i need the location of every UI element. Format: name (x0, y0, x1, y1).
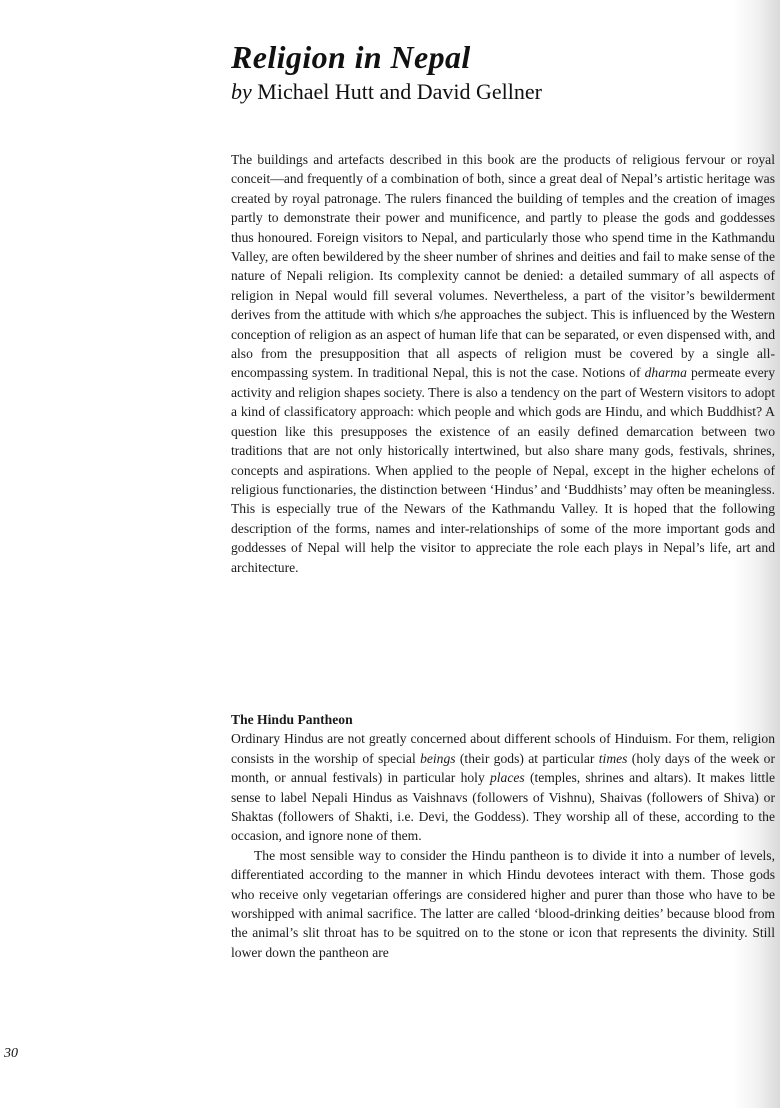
byline-authors: Michael Hutt and David Gellner (257, 79, 542, 104)
section-paragraph-2: The most sensible way to consider the Hindu pantheon is to divide it into a number of levels, differentiated according to the manner in which Hindu devotees interact with them. Those gods who receive only vegetarian offerings are considered higher and purer than those who have to be worshipped with animal sacrifice. The latter are called ‘blood-drinking deities’ because blood from the animal’s slit throat has to be squitred on to the stone or icon that represents the divinity. Still lower down the pantheon are (231, 847, 775, 960)
term-beings: beings (420, 750, 456, 766)
section-p1-part-3: (holy days of the week or month, or annual festivals) in particular holy (231, 750, 775, 786)
hindu-pantheon-section (231, 710, 775, 962)
term-places: places (489, 770, 525, 786)
intro-text-part-1: The buildings and artefacts described in this book are the products of religious fervour or royal conceit—and frequently of a combination of both, since a great deal of Nepal’s artistic heritage was created by royal patronage. The rulers financed the building of temples and the creation of images partly to demonstrate their power and munificence, and partly to please the gods and goddesses thus honoured. Foreign visitors to Nepal, and particularly those who spend time in the Kathmandu Valley, are often bewildered by the sheer number of shrines and deities and fail to make sense of the nature of Nepali religion. Its complexity cannot be denied: a detailed summary of all aspects of religion in Nepal would fill several volumes. Nevertheless, a part of the visitor’s bewilderment derives from the attitude with which s/he approaches the subject. This is influenced by the Western conception of religion as an aspect of human life that can be separated, or even dispensed with, and also from the presupposition that all aspects of religion must be covered by a single all-encompassing system. In traditional Nepal, this is not the case. Notions of (231, 152, 775, 381)
intro-paragraph (231, 150, 775, 577)
page-number: 30 (4, 1046, 18, 1061)
chapter-header (231, 38, 751, 106)
intro-text (231, 150, 775, 577)
term-times: times (598, 750, 628, 766)
intro-text-part-2: permeate every activity and religion shapes society. There is also a tendency on the part of Western visitors to adopt a kind of classificatory approach: which people and which gods are Hindu, and which Buddhist? A question like this presupposes the existence of an easily defined demarcation between two traditions that are not only historically intertwined, but also share many gods, festivals, shrines, concepts and aspirations. When applied to the people of Nepal, except in the higher echelons of religious functionaries, the distinction between ‘Hindus’ and ‘Buddhists’ may often be meaningless. This is especially true of the Newars of the Kathmandu Valley. It is hoped that the following description of the forms, names and inter-relationships of some of the more important gods and goddesses of Nepal will help the visitor to appreciate the role each plays in Nepal’s life, art and architecture. (231, 365, 775, 575)
byline-prefix: by (231, 79, 252, 104)
byline (231, 78, 751, 106)
section-p1-part-1: Ordinary Hindus are not greatly concerned about different schools of Hinduism. For them, religion consists in the worship of special (231, 731, 775, 766)
section-heading: The Hindu Pantheon (231, 712, 353, 727)
section-p1-part-2: (their gods) at particular (455, 750, 599, 766)
term-dharma: dharma (644, 365, 687, 381)
section-paragraph-1 (231, 729, 775, 845)
section-p1-part-4: (temples, shrines and altars). It makes little sense to label Nepali Hindus as Vaishnavs (followers of Vishnu), Shaivas (followers of Shiva) or Shaktas (followers of Shakti, i.e. Devi, the Goddess). They worship all of these, according to the occasion, and ignore none of them. (231, 770, 776, 844)
chapter-title: Religion in Nepal (231, 39, 471, 75)
